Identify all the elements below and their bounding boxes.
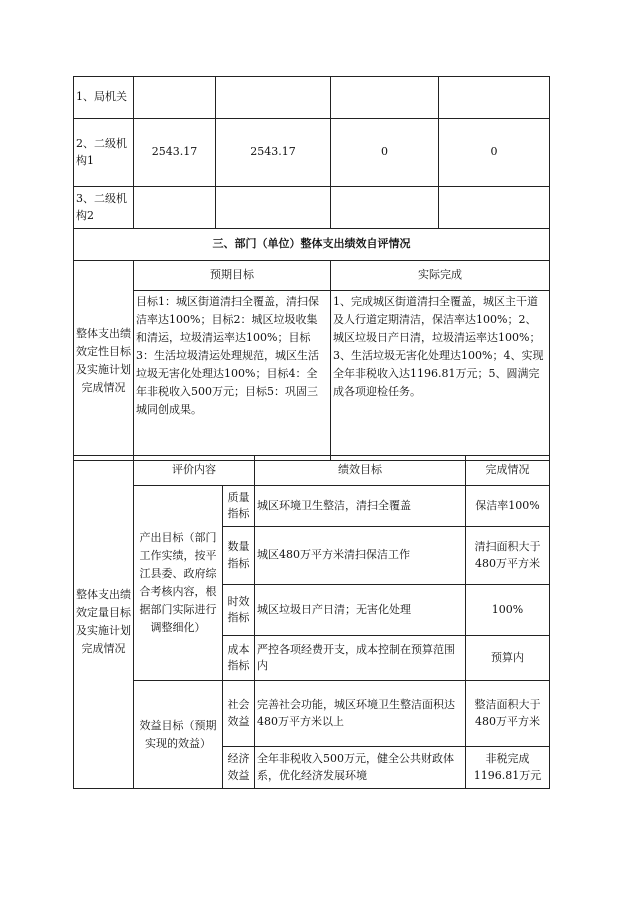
- indicator: 时效指标: [223, 585, 255, 636]
- section-title: 三、部门（单位）整体支出绩效自评情况: [74, 229, 550, 261]
- indicator: 社会效益: [223, 681, 255, 747]
- table-row: 成本指标 严控各项经费开支，成本控制在预算范围内 预算内: [74, 636, 550, 681]
- indicator: 数量指标: [223, 527, 255, 585]
- table-row: 2、二级机构1 2543.17 2543.17 0 0: [74, 119, 550, 187]
- col-eval: 评价内容: [134, 456, 255, 486]
- table-row: [74, 187, 550, 229]
- table-row: 产出目标（部门工作实绩，按平江县委、政府综合考核内容，根据部门实际进行调整细化） 质量指标 城区环境卫生整洁，清扫全覆盖 保洁率100%: [74, 486, 550, 527]
- indicator: 经济效益: [223, 747, 255, 789]
- indicator: 质量指标: [223, 486, 255, 527]
- expected-goals: 目标1：城区街道清扫全覆盖，清扫保洁率达100%；目标2：城区垃圾收集和清运，垃圾清运率达100%；目标3：生活垃圾清运处理规范，城区生活垃圾无害化处理达100%；目标4：全年非税收入500万元；目标5：巩固三城同创成果。: [134, 291, 331, 461]
- table-row: 经济效益 全年非税收入500万元，健全公共财政体系，优化经济发展环境 非税完成1196.81万元: [74, 747, 550, 789]
- benefit-label: 效益目标（预期实现的效益）: [134, 681, 223, 789]
- table-row: [74, 77, 550, 119]
- output-label: 产出目标（部门工作实绩，按平江县委、政府综合考核内容，根据部门实际进行调整细化）: [134, 486, 223, 681]
- table-row: 时效指标 城区垃圾日产日清；无害化处理 100%: [74, 585, 550, 636]
- budget-table: [73, 76, 550, 461]
- col-expected: 预期目标: [134, 261, 331, 291]
- row-name: 1、局机关: [74, 77, 134, 119]
- row-name: 2、二级机构1: [74, 119, 134, 187]
- col-done: 完成情况: [466, 456, 550, 486]
- col-actual: 实际完成: [331, 261, 550, 291]
- indicator: 成本指标: [223, 636, 255, 681]
- table-row: 效益目标（预期实现的效益） 社会效益 完善社会功能，城区环境卫生整洁面积达480万平方米以上 整洁面积大于480万平方米: [74, 681, 550, 747]
- table-row: 数量指标 城区480万平方米清扫保洁工作 清扫面积大于480万平方米: [74, 527, 550, 585]
- col-goal: 绩效目标: [255, 456, 466, 486]
- actual-results: 1、完成城区街道清扫全覆盖，城区主干道及人行道定期清洁，保洁率达100%；2、城区垃圾日产日清，垃圾清运率达100%；3、生活垃圾无害化处理达100%；4、实现全年非税收入达1196.81万元；5、圆满完成各项迎检任务。: [331, 291, 550, 461]
- quant-row-label: 整体支出绩效定量目标及实施计划完成情况: [74, 456, 134, 789]
- quant-table: [73, 455, 550, 789]
- row-name: 3、二级机构2: [74, 187, 134, 229]
- qual-row-label: 整体支出绩效定性目标及实施计划完成情况: [74, 261, 134, 461]
